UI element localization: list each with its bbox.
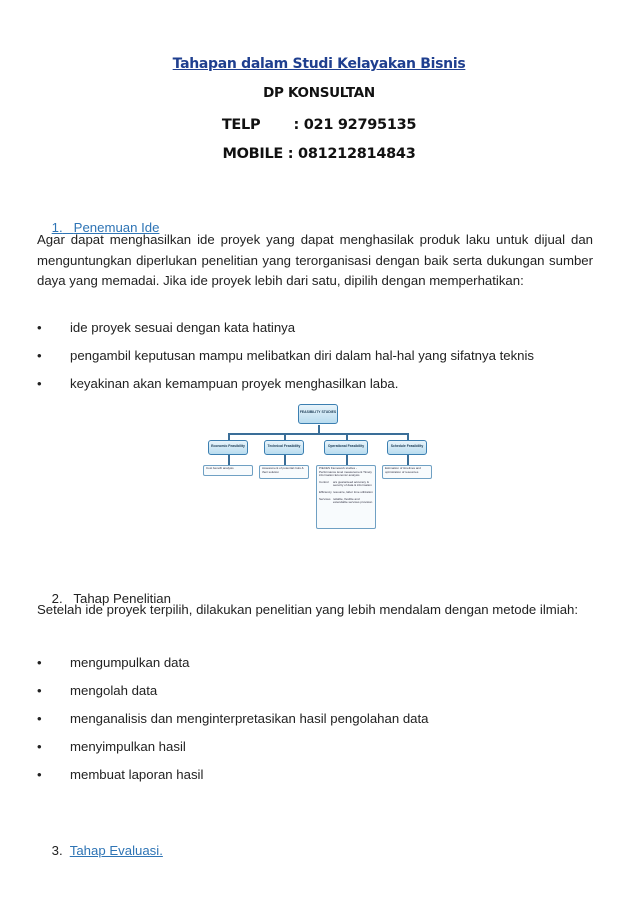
operational-row: Services reliable, flexible and extendable services provision [319,496,373,505]
diagram-branch-operational: Operational Feasibility [324,440,368,455]
operational-row: Control ars guaranteed accuracy & security of data & information [319,479,372,488]
connector-line [407,455,409,465]
connector-line [228,455,230,465]
connector-line [228,433,230,440]
operational-row: Efficiency resource, labor time utilization [319,489,373,494]
bullet-symbol: • [37,348,42,363]
connector-line [346,455,348,465]
bullet-symbol: • [37,320,42,335]
diagram-detail-schedule: Estimation of timelines and optimization of resources [382,465,432,479]
diagram-detail-technical: Assessment of potential risks & their solution [259,465,309,479]
company-name: DP KONSULTAN [263,85,375,101]
connector-line [407,433,409,440]
bullet-symbol: • [37,767,42,782]
bullet-symbol: • [37,655,42,670]
section-2-number: 2. [51,591,63,606]
list-item: • keyakinan akan kemampuan proyek menghasilkan laba. [37,376,399,391]
diagram-root-box: FEASIBILITY STUDIES [298,404,338,424]
list-item: • membuat laporan hasil [37,767,204,782]
bullet-symbol: • [37,711,42,726]
connector-line [284,455,286,465]
section-2-title: Tahap Penelitian [73,591,171,606]
section-3-title[interactable]: Tahap Evaluasi. [69,843,163,858]
document-title: Tahapan dalam Studi Kelayakan Bisnis [172,56,466,72]
list-item: • mengumpulkan data [37,655,190,670]
diagram-detail-operational: PIECES framework studies - Performance level measurement Timely information Economic analysis Control ars guaranteed accuracy & security of data & information Efficiency resource, labor time utilization Services reliable, flexible and extendable services provision [316,465,376,529]
diagram-branch-technical: Technical Feasibility [264,440,304,455]
list-item: • menganalisis dan menginterpretasikan hasil pengolahan data [37,711,429,726]
list-item: • menyimpulkan hasil [37,739,186,754]
bullet-symbol: • [37,376,42,391]
list-item: • ide proyek sesuai dengan kata hatinya [37,320,296,335]
connector-line [346,433,348,440]
section-1-paragraph: Agar dapat menghasilkan ide proyek yang dapat menghasilak produk laku untuk dijual dan menguntungkan diperlukan penelitian yang terorganisasi dengan baik serta dukungan sumber daya yang memadai. Jika ide proyek lebih dari satu, dipilih dengan memperhatikan: [37,232,593,288]
section-3-number: 3. [51,843,63,858]
section-1-title[interactable]: Penemuan Ide [73,220,160,235]
feasibility-diagram [200,399,438,534]
diagram-branch-economic: Economic Feasibility [208,440,248,455]
bullet-symbol: • [37,683,42,698]
mobile-line: MOBILE : 081212814843 [222,146,416,162]
list-item: • mengolah data [37,683,158,698]
diagram-detail-economic: Cost benefit analysis [203,465,253,476]
section-3-heading[interactable] [37,828,163,873]
telp-line: TELP : 021 92795135 [221,117,417,133]
connector-line [318,425,320,433]
connector-line [284,433,286,440]
section-1-number[interactable]: 1. [51,220,63,235]
section-2-paragraph: Setelah ide proyek terpilih, dilakukan penelitian yang lebih mendalam dengan metode ilmiah: [37,602,579,617]
connector-line [228,433,408,435]
bullet-symbol: • [37,739,42,754]
list-item: • pengambil keputusan mampu melibatkan diri dalam hal-hal yang sifatnya teknis [37,348,535,363]
diagram-branch-schedule: Schedule Feasibility [387,440,427,455]
